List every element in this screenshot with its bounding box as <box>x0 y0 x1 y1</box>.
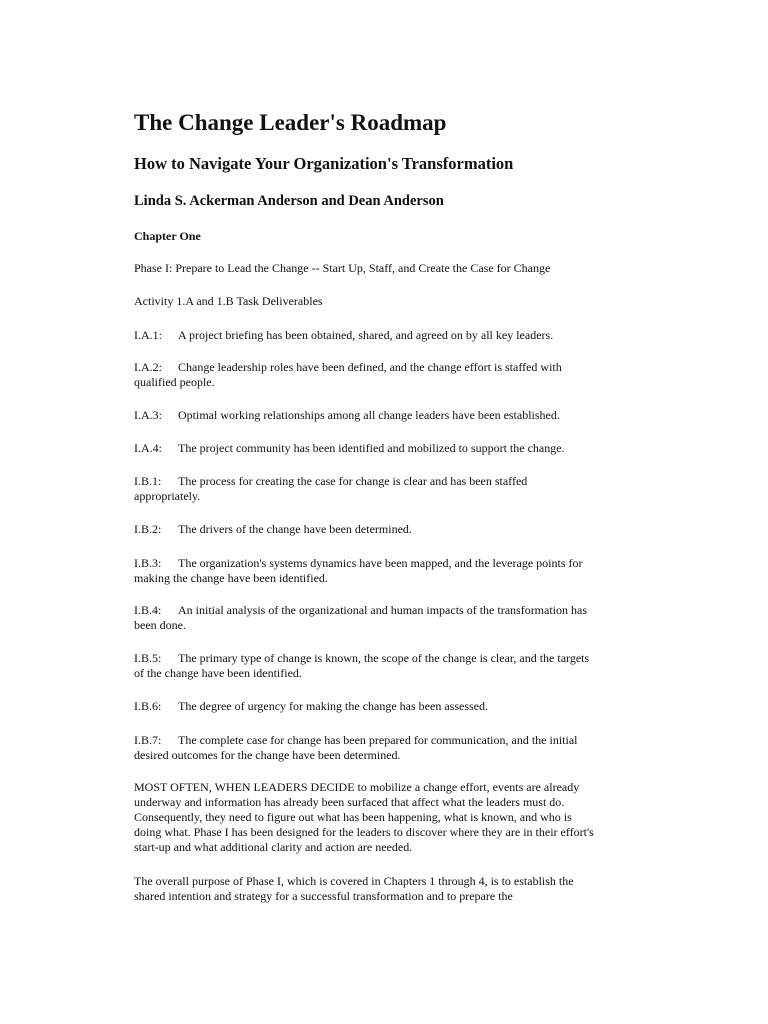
deliverable-code: I.B.5: <box>134 651 162 665</box>
book-authors: Linda S. Ackerman Anderson and Dean Anderson <box>134 193 444 209</box>
book-subtitle: How to Navigate Your Organization's Transformation <box>134 154 514 173</box>
deliverable-code: I.B.6: <box>134 699 162 713</box>
body-paragraph: MOST OFTEN, WHEN LEADERS DECIDE to mobilize a change effort, events are already underway and information has already been surfaced that affect what the leaders must do. Consequently, they need to figure out what has been happening, what is known, and who is doing what. Phase I has been designed for the leaders to discover where they are in their effort's start-up and what additional clarity and action are needed. <box>134 780 594 854</box>
deliverable-text: Change leadership roles have been defined, and the change effort is staffed with qualified people. <box>134 360 562 389</box>
deliverable-text: The process for creating the case for change is clear and has been staffed appropriately. <box>134 474 528 503</box>
deliverable-text: The degree of urgency for making the change has been assessed. <box>178 699 488 713</box>
activity-heading: Activity 1.A and 1.B Task Deliverables <box>134 294 323 308</box>
deliverable-item <box>134 651 594 681</box>
body-paragraph: The overall purpose of Phase I, which is covered in Chapters 1 through 4, is to establish the shared intention and strategy for a successful transformation and to prepare the <box>134 874 574 903</box>
deliverable-text: The organization's systems dynamics have been mapped, and the leverage points for making the change have been identified. <box>134 556 583 585</box>
deliverable-code: I.B.3: <box>134 556 162 570</box>
deliverable-text: The primary type of change is known, the scope of the change is clear, and the targets of the change have been identified. <box>134 651 590 680</box>
deliverable-item <box>134 603 594 633</box>
deliverable-item <box>134 556 594 586</box>
book-title: The Change Leader's Roadmap <box>134 110 447 135</box>
deliverable-text: The drivers of the change have been determined. <box>178 522 412 536</box>
deliverable-item <box>134 474 594 504</box>
deliverable-code: I.A.3: <box>134 408 162 422</box>
deliverable-text: Optimal working relationships among all change leaders have been established. <box>178 408 560 422</box>
deliverable-item <box>134 360 594 390</box>
deliverable-item <box>134 441 594 456</box>
deliverable-code: I.A.1: <box>134 328 162 342</box>
deliverable-item <box>134 408 594 423</box>
phase-heading: Phase I: Prepare to Lead the Change -- Start Up, Staff, and Create the Case for Change <box>134 261 551 275</box>
deliverable-item <box>134 733 594 763</box>
deliverable-code: I.B.7: <box>134 733 162 747</box>
deliverable-text: The complete case for change has been prepared for communication, and the initial desired outcomes for the change have been determined. <box>134 733 578 762</box>
deliverable-code: I.A.2: <box>134 360 162 374</box>
deliverable-item <box>134 522 594 537</box>
deliverable-text: A project briefing has been obtained, shared, and agreed on by all key leaders. <box>178 328 554 342</box>
deliverable-code: I.A.4: <box>134 441 162 455</box>
chapter-heading: Chapter One <box>134 229 201 243</box>
deliverable-item <box>134 699 594 714</box>
deliverable-code: I.B.1: <box>134 474 162 488</box>
deliverable-code: I.B.4: <box>134 603 162 617</box>
deliverable-item <box>134 328 594 343</box>
deliverable-code: I.B.2: <box>134 522 162 536</box>
deliverable-text: The project community has been identified and mobilized to support the change. <box>178 441 565 455</box>
deliverable-text: An initial analysis of the organizational and human impacts of the transformation has been done. <box>134 603 588 632</box>
